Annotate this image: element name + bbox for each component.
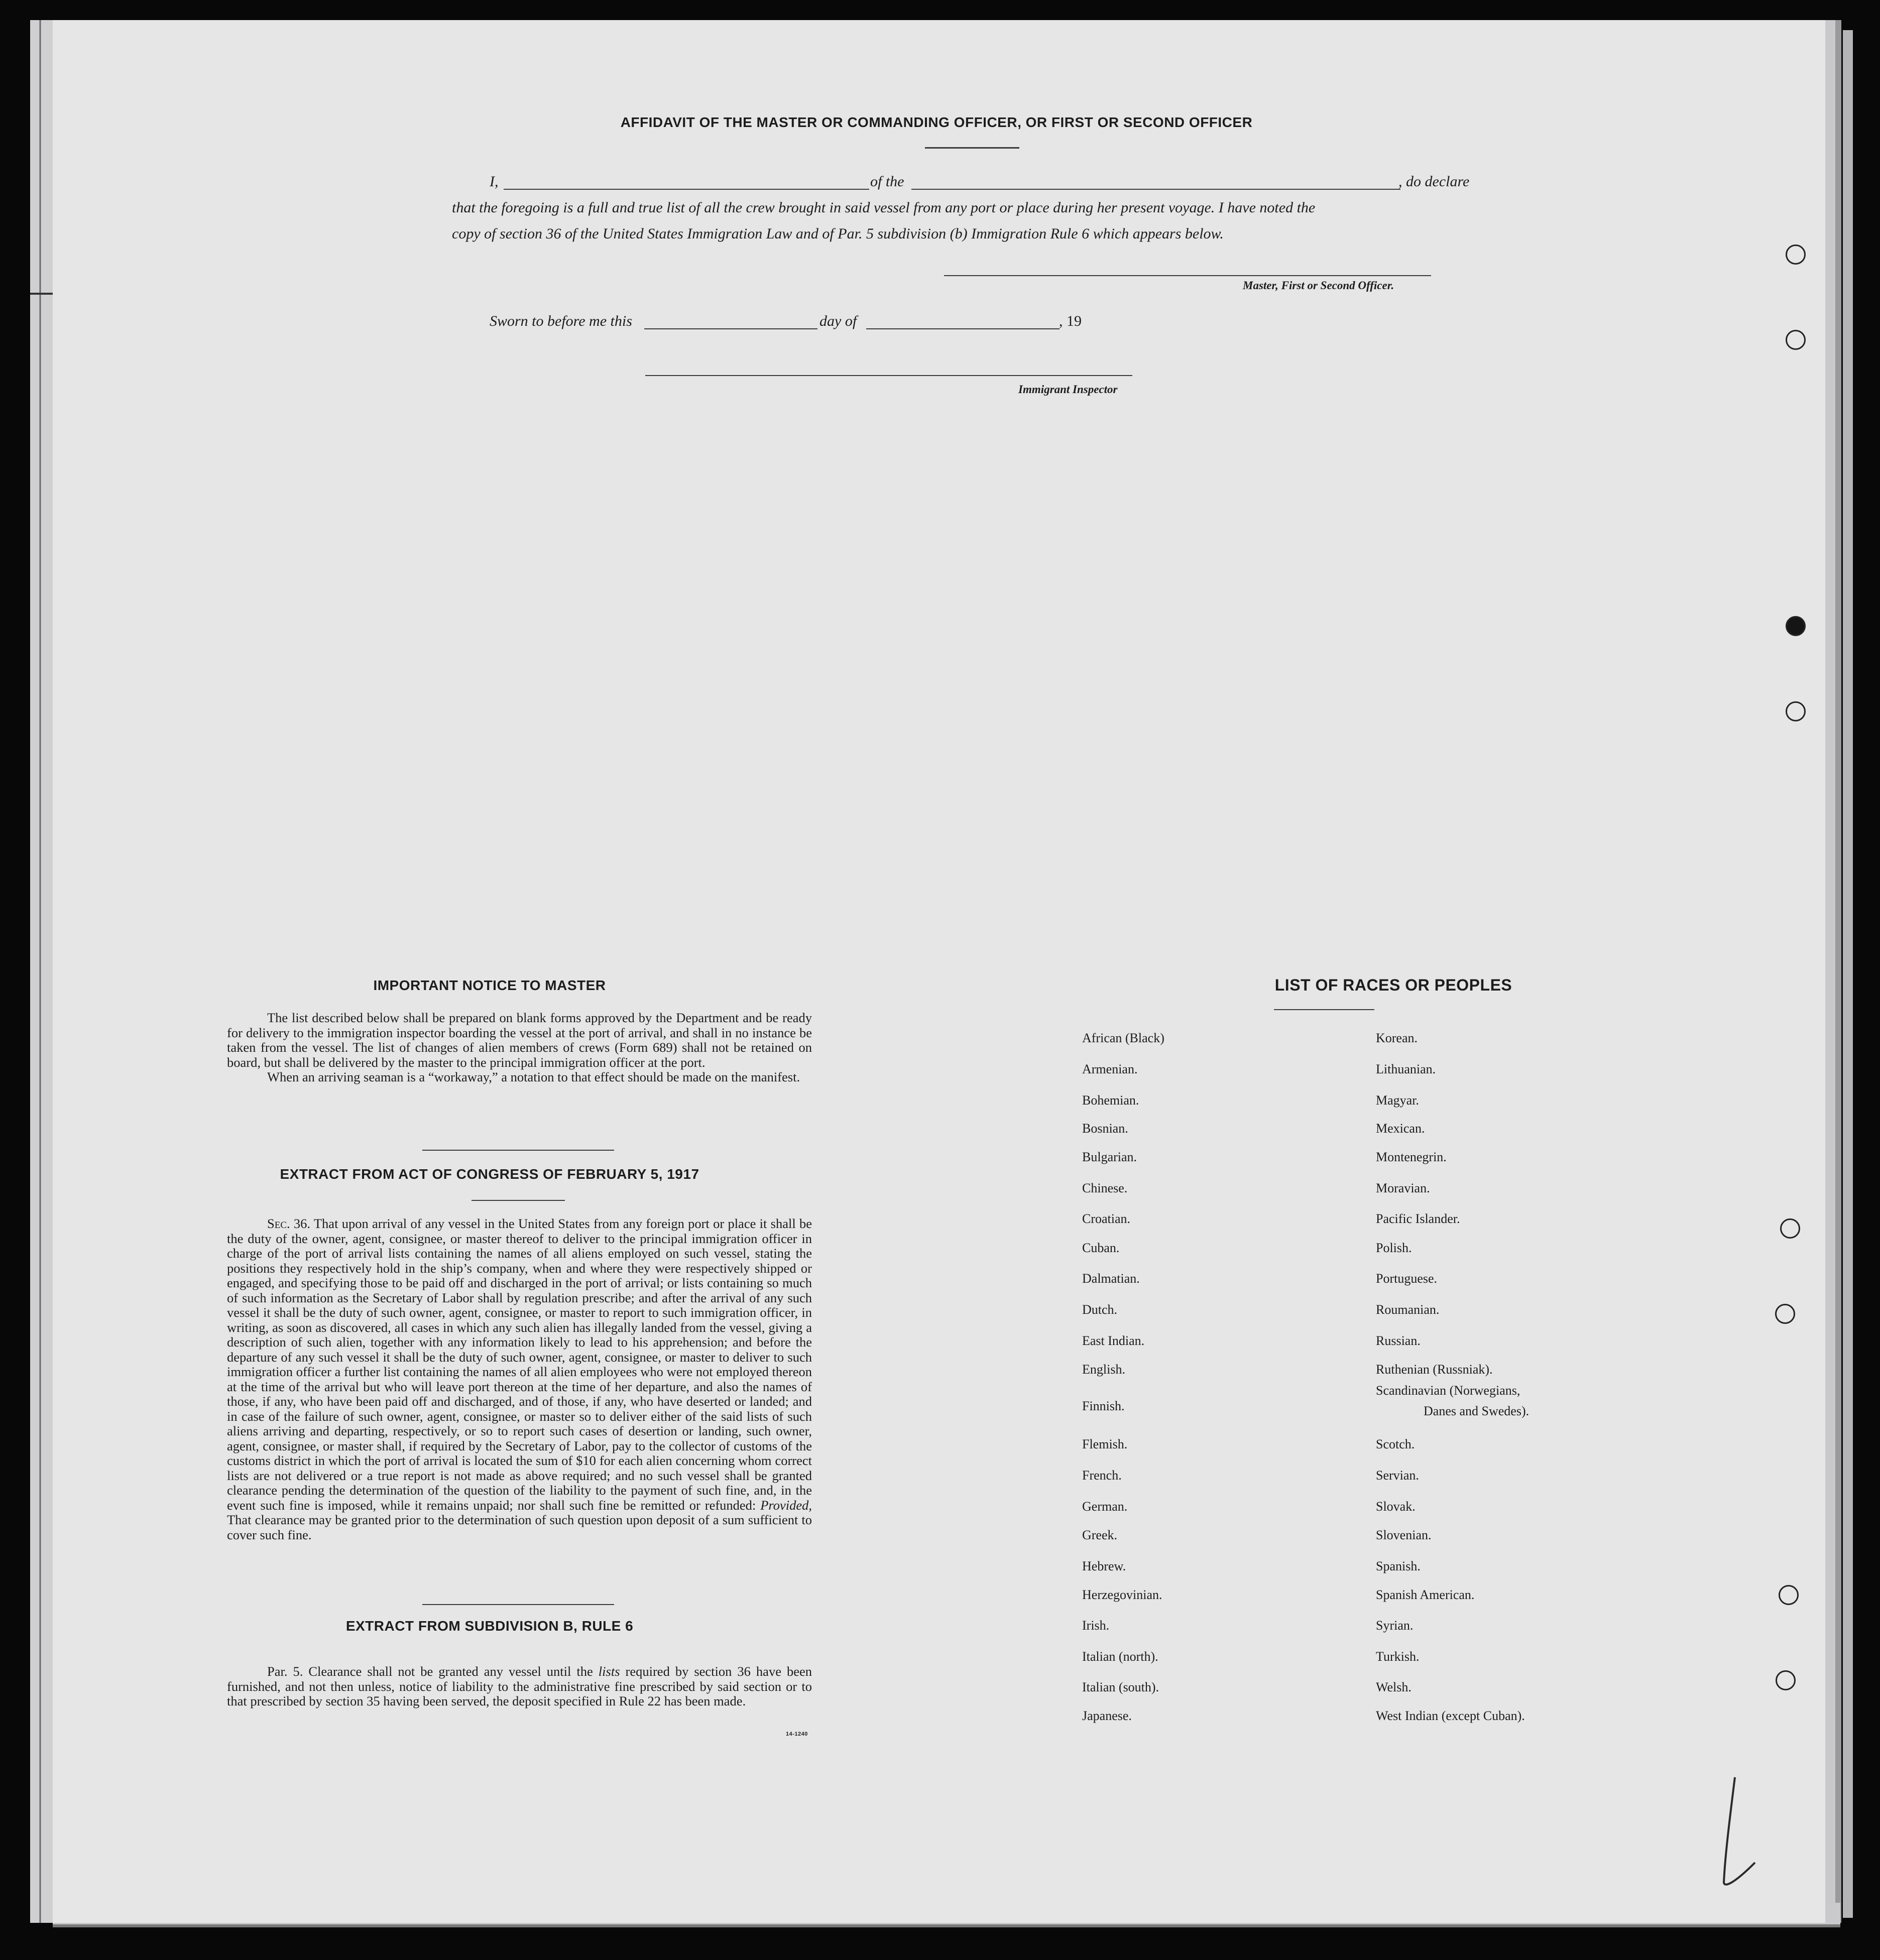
- race-item: Turkish.: [1376, 1649, 1420, 1664]
- race-item: Lithuanian.: [1376, 1062, 1436, 1076]
- punch-hole: [1779, 1585, 1799, 1605]
- sec-36-text: That upon arrival of any vessel in the United States from any foreign port or place it shall be the duty of the owner, agent, consignee, or master thereof to deliver to the principal immigration officer in charge of the port of arrival lists containing the names of all aliens employed on such vessel, stating the positions they respectively hold in the ship’s company, when and where they were respectively shipped or engaged, and specifying those to be paid off and discharged in the port of arrival; or lists containing so much of such information as the Secretary of Labor shall by regulation prescribe; and after the arrival of any such vessel it shall be the duty of such owner, agent, consignee, or master to report to such immigration officer, in writing, as soon as discovered, all cases in which any such alien has illegally landed from the vessel, giving a description of such alien, together with any information likely to lead to his apprehension; and before the departure of any such vessel it shall be the duty of such owner, agent, consignee, or master to deliver to such immigration officer a further list containing the names of all alien employees who were not employed thereon at the time of the arrival but who will leave port thereon at the time of her departure, and also the names of those, if any, who have been paid off and discharged, and of those, if any, who have deserted or landed; and in case of the failure of such owner, agent, consignee, or master so to deliver either of the said lists of such aliens arriving and departing, respectively, or so to report such cases of desertion or landing, such owner, agent, consignee, or master shall, if required by the Secretary of Labor, pay to the collector of customs of the customs district in which the port of arrival is located the sum of $10 for each alien concerning whom correct lists are not delivered or a true report is not made as above required; and no such vessel shall be granted clearance pending the determination of the question of the liability to the payment of such fine, and, in the event such fine is imposed, while it remains unpaid; nor shall such fine be remitted or refunded:: [227, 1216, 812, 1513]
- affidavit-title: AFFIDAVIT OF THE MASTER OR COMMANDING OFFICER, OR FIRST OR SECOND OFFICER: [620, 114, 1253, 130]
- race-item: Moravian.: [1376, 1181, 1430, 1195]
- punch-hole: [1776, 1670, 1796, 1690]
- punch-hole: [1775, 1304, 1795, 1324]
- punch-hole: [1786, 330, 1806, 350]
- race-item: Russian.: [1376, 1333, 1421, 1348]
- sworn-day: day of: [819, 313, 857, 329]
- race-item: Danes and Swedes).: [1424, 1404, 1530, 1418]
- race-item: Cuban.: [1082, 1241, 1120, 1255]
- lists-word: lists: [598, 1664, 620, 1679]
- race-item: Flemish.: [1082, 1437, 1128, 1451]
- punch-hole: [1786, 244, 1806, 265]
- divider: [472, 1200, 565, 1201]
- race-item: Italian (north).: [1082, 1649, 1158, 1664]
- race-item: African (Black): [1082, 1031, 1164, 1045]
- extract-rule-title: EXTRACT FROM SUBDIVISION B, RULE 6: [345, 1618, 634, 1634]
- extract-rule-text: [227, 1664, 812, 1709]
- race-item: Montenegrin.: [1376, 1150, 1447, 1164]
- race-item: Roumanian.: [1376, 1302, 1440, 1317]
- punch-hole: [1780, 1218, 1800, 1239]
- inspector-caption: Immigrant Inspector: [1018, 383, 1118, 396]
- race-item: Portuguese.: [1376, 1271, 1438, 1286]
- notice-para-1: The list described below shall be prepared on blank forms approved by the Department and be ready for delivery to the immigration inspector boarding the vessel at the port of arrival, and shall in no instance be taken from the vessel. The list of changes of alien members of crews (Form 689) shall not be retained on board, but shall be delivered by the master to the principal immigration officer at the port.: [227, 1010, 812, 1070]
- race-item: Hebrew.: [1082, 1559, 1126, 1573]
- race-item: Scandinavian (Norwegians,: [1376, 1383, 1520, 1398]
- affidavit-declare: , do declare: [1398, 173, 1470, 190]
- race-item: Pacific Islander.: [1376, 1211, 1460, 1226]
- inspector-signature-line: [645, 375, 1132, 376]
- race-item: Italian (south).: [1082, 1680, 1159, 1694]
- races-title: LIST OF RACES OR PEOPLES: [1274, 976, 1512, 994]
- divider: [1274, 1009, 1374, 1010]
- race-item: Slovak.: [1376, 1499, 1416, 1514]
- divider: [422, 1150, 614, 1151]
- race-item: Herzegovinian.: [1082, 1587, 1162, 1602]
- race-item: Dalmatian.: [1082, 1271, 1140, 1286]
- divider: [925, 147, 1019, 149]
- affidavit-of-the: of the: [870, 173, 904, 190]
- race-item: French.: [1082, 1468, 1122, 1483]
- affidavit-line2: that the foregoing is a full and true list of all the crew brought in said vessel from any port or place during her present voyage. I have noted the: [452, 199, 1316, 216]
- race-item: Polish.: [1376, 1241, 1412, 1255]
- race-item: English.: [1082, 1362, 1125, 1377]
- race-item: Syrian.: [1376, 1618, 1414, 1633]
- master-signature-line: [944, 275, 1431, 276]
- race-item: Dutch.: [1082, 1302, 1118, 1317]
- race-item: Armenian.: [1082, 1062, 1138, 1076]
- race-item: Croatian.: [1082, 1211, 1131, 1226]
- divider: [422, 1604, 614, 1605]
- sworn-month-blank: [866, 328, 1060, 329]
- notice-text: [227, 1011, 812, 1085]
- race-item: Irish.: [1082, 1618, 1110, 1633]
- notice-title: IMPORTANT NOTICE TO MASTER: [373, 977, 606, 993]
- vessel-blank: [911, 189, 1400, 190]
- rule-text-a: Par. 5. Clearance shall not be granted any vessel until the: [267, 1664, 593, 1679]
- sworn-day-blank: [644, 328, 817, 329]
- race-item: East Indian.: [1082, 1333, 1145, 1348]
- master-caption: Master, First or Second Officer.: [1243, 279, 1394, 292]
- punch-hole: [1786, 616, 1806, 636]
- affidavit-line3: copy of section 36 of the United States Immigration Law and of Par. 5 subdivision (b) Immigration Rule 6 which appears below.: [452, 225, 1224, 242]
- affidavit-i: I,: [490, 173, 499, 190]
- race-item: Chinese.: [1082, 1181, 1128, 1195]
- sworn-prefix: Sworn to before me this: [490, 313, 632, 329]
- extract-act-text: [227, 1216, 812, 1542]
- race-item: Servian.: [1376, 1468, 1419, 1483]
- race-item: Mexican.: [1376, 1121, 1425, 1136]
- sec-36-text-end: That clearance may be granted prior to the determination of such question upon deposit of a sum sufficient to cover such fine.: [227, 1512, 812, 1542]
- race-item: Greek.: [1082, 1528, 1118, 1542]
- race-item: Bosnian.: [1082, 1121, 1128, 1136]
- race-item: Slovenian.: [1376, 1528, 1432, 1542]
- race-item: Scotch.: [1376, 1437, 1415, 1451]
- form-number: 14-1240: [786, 1731, 808, 1737]
- race-item: Spanish.: [1376, 1559, 1421, 1573]
- sworn-year: , 19: [1059, 313, 1082, 329]
- race-item: German.: [1082, 1499, 1128, 1514]
- race-item: Ruthenian (Russniak).: [1376, 1362, 1493, 1377]
- race-item: Bulgarian.: [1082, 1150, 1137, 1164]
- notice-para-2: When an arriving seaman is a “workaway,” a notation to that effect should be made on the manifest.: [267, 1069, 800, 1084]
- handwritten-mark: [1715, 1747, 1785, 1898]
- rule-text-b: required by section 36 have been furnished, and not then unless, notice of liability to the administrative fine prescribed by said section or to that prescribed by section 35 having been served, the deposit specified in Rule 22 has been made.: [227, 1664, 812, 1708]
- punch-hole: [1786, 701, 1806, 721]
- race-item: Spanish American.: [1376, 1587, 1475, 1602]
- race-item: Bohemian.: [1082, 1093, 1139, 1108]
- extract-act-title: EXTRACT FROM ACT OF CONGRESS OF FEBRUARY 5, 1917: [280, 1166, 699, 1182]
- race-item: Japanese.: [1082, 1708, 1132, 1723]
- provided-word: Provided,: [760, 1497, 812, 1513]
- race-item: Welsh.: [1376, 1680, 1412, 1694]
- race-item: Magyar.: [1376, 1093, 1419, 1108]
- race-item: West Indian (except Cuban).: [1376, 1708, 1525, 1723]
- race-item: Korean.: [1376, 1031, 1418, 1045]
- sec-label: Sec. 36.: [267, 1216, 311, 1231]
- race-item: Finnish.: [1082, 1399, 1125, 1413]
- document-page: [53, 20, 1825, 1923]
- name-blank: [504, 189, 869, 190]
